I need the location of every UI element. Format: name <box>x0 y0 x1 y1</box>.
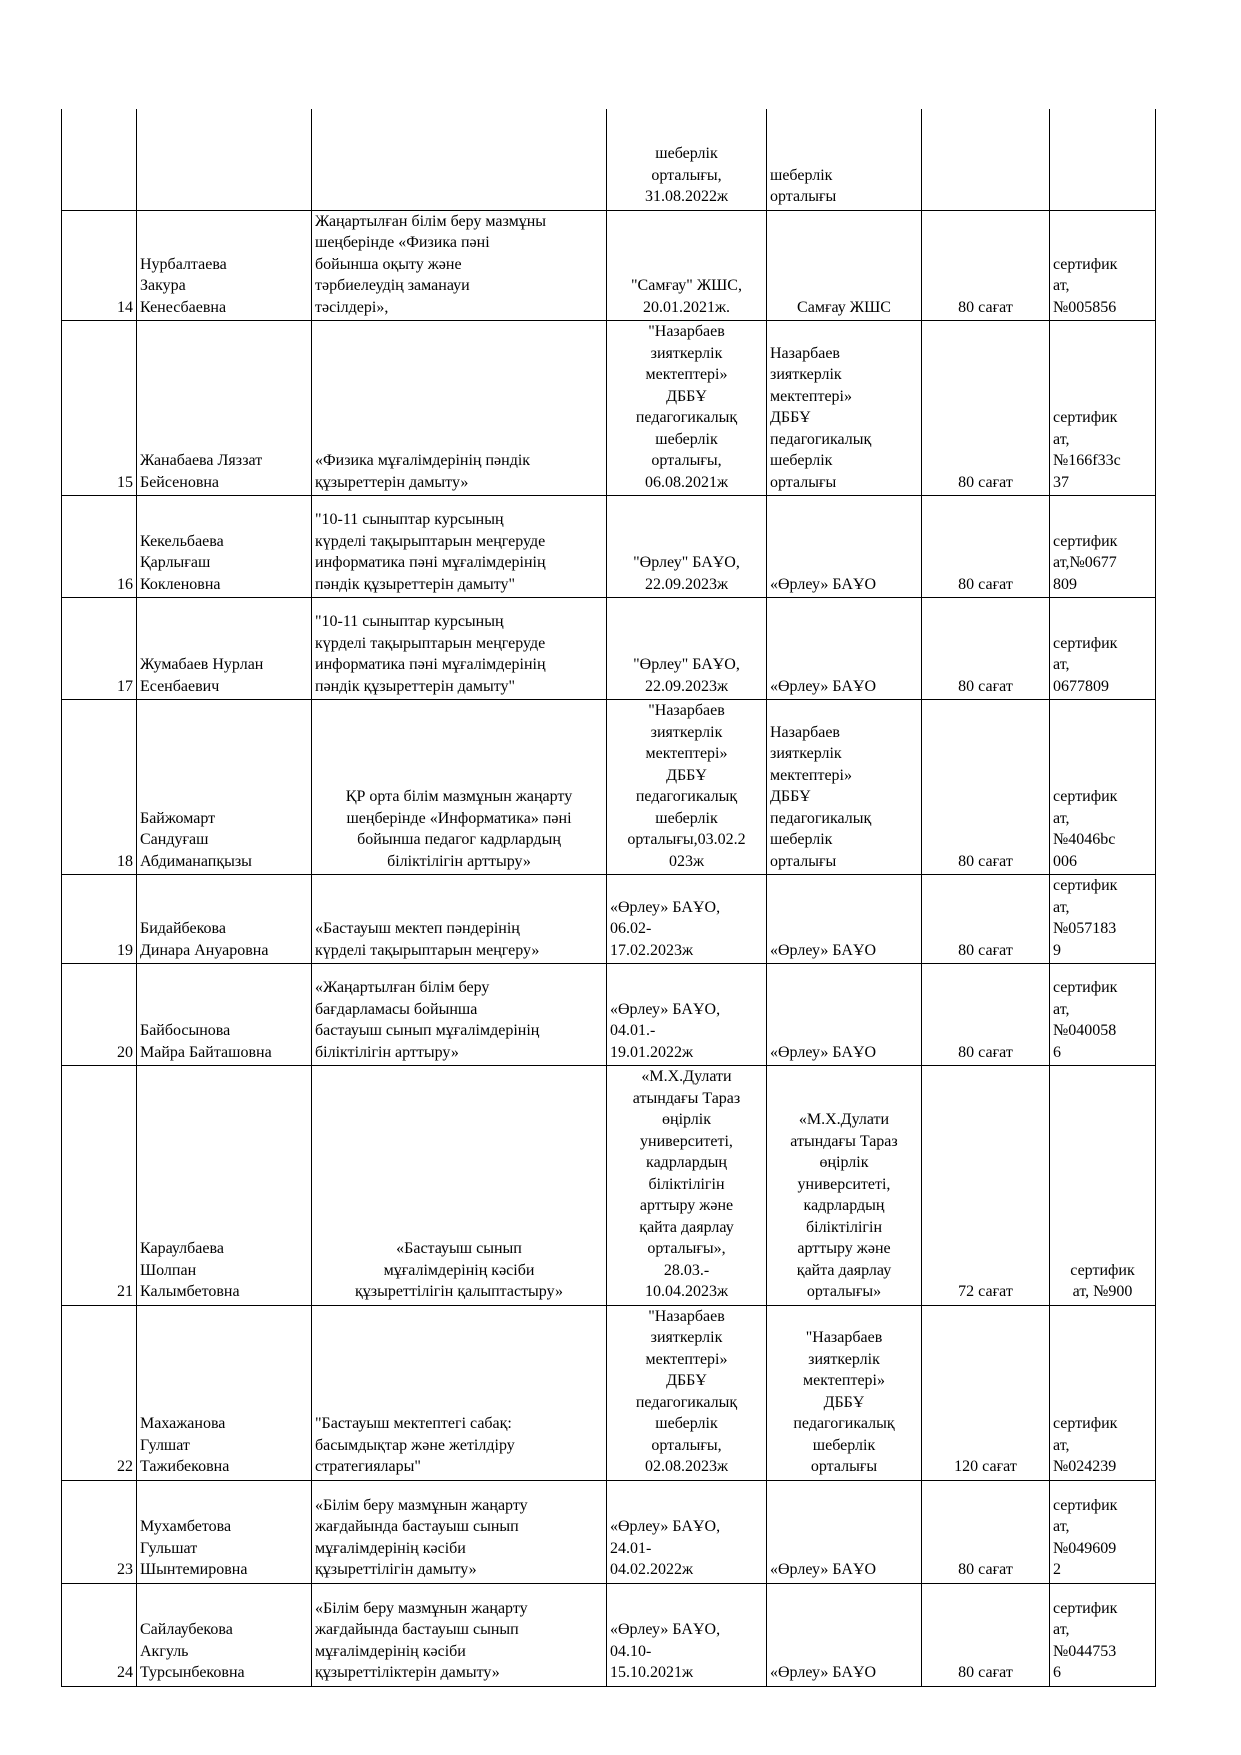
hours: 120 сағат <box>922 1305 1050 1480</box>
organization: Назарбаев зияткерлік мектептері» ДББҰ педагогикалық шеберлік орталығы <box>767 321 922 496</box>
course-title <box>312 109 607 210</box>
course-title: «Білім беру мазмұнын жаңарту жағдайында бастауыш сынып мұғалімдерінің кәсіби құзыреттіліктерін дамыту» <box>312 1583 607 1686</box>
teacher-name: Жумабаев Нурлан Есенбаевич <box>137 598 312 700</box>
table-row <box>62 1480 1156 1583</box>
organization: «М.Х.Дулати атындағы Тараз өңірлік университеті, кадрлардың біліктілігін арттыру және қайта даярлау орталығы» <box>767 1066 922 1306</box>
course-title: «Бастауыш сынып мұғалімдерінің кәсіби құзыреттілігін қалыптастыру» <box>312 1066 607 1306</box>
table-row <box>62 1583 1156 1686</box>
organization: «Өрлеу» БАҰО <box>767 598 922 700</box>
row-number: 24 <box>62 1583 137 1686</box>
course-provider-date: "Назарбаев зияткерлік мектептері» ДББҰ педагогикалық шеберлік орталығы, 06.08.2021ж <box>607 321 767 496</box>
certificate: сертифик ат,№0677 809 <box>1050 496 1156 598</box>
row-number: 18 <box>62 700 137 875</box>
organization: Самғау ЖШС <box>767 210 922 321</box>
organization: «Өрлеу» БАҰО <box>767 964 922 1066</box>
certificate: сертифик ат, №166f33c 37 <box>1050 321 1156 496</box>
teacher-name: Байбосынова Майра Байташовна <box>137 964 312 1066</box>
row-number: 15 <box>62 321 137 496</box>
table-row <box>62 1305 1156 1480</box>
table-row <box>62 496 1156 598</box>
organization: «Өрлеу» БАҰО <box>767 1583 922 1686</box>
row-number: 22 <box>62 1305 137 1480</box>
organization: «Өрлеу» БАҰО <box>767 1480 922 1583</box>
teacher-name: Сайлаубекова Акгуль Турсынбековна <box>137 1583 312 1686</box>
course-provider-date: «М.Х.Дулати атындағы Тараз өңірлік университеті, кадрлардың біліктілігін арттыру және қайта даярлау орталығы», 28.03.- 10.04.2023ж <box>607 1066 767 1306</box>
teacher-name: Бидайбекова Динара Ануаровна <box>137 875 312 964</box>
certificate: сертифик ат, №040058 6 <box>1050 964 1156 1066</box>
course-provider-date: "Назарбаев зияткерлік мектептері» ДББҰ педагогикалық шеберлік орталығы, 02.08.2023ж <box>607 1305 767 1480</box>
certificate: сертифик ат, 0677809 <box>1050 598 1156 700</box>
course-provider-date: «Өрлеу» БАҰО, 04.01.- 19.01.2022ж <box>607 964 767 1066</box>
course-title: «Физика мұғалімдерінің пәндік құзыреттерін дамыту» <box>312 321 607 496</box>
row-number <box>62 109 137 210</box>
teacher-name: Мухамбетова Гульшат Шынтемировна <box>137 1480 312 1583</box>
hours <box>922 109 1050 210</box>
teacher-name <box>137 109 312 210</box>
teacher-name: Кекельбаева Қарлығаш Кокленовна <box>137 496 312 598</box>
table-row <box>62 1066 1156 1306</box>
course-title: ҚР орта білім мазмұнын жаңарту шеңберінде «Информатика» пәні бойынша педагог кадрлардың біліктілігін арттыру» <box>312 700 607 875</box>
row-number: 14 <box>62 210 137 321</box>
certificate: сертифик ат, №024239 <box>1050 1305 1156 1480</box>
organization: «Өрлеу» БАҰО <box>767 875 922 964</box>
hours: 80 сағат <box>922 321 1050 496</box>
certificate: сертифик ат, №4046bc 006 <box>1050 700 1156 875</box>
course-provider-date: «Өрлеу» БАҰО, 06.02- 17.02.2023ж <box>607 875 767 964</box>
table-row <box>62 210 1156 321</box>
hours: 80 сағат <box>922 1583 1050 1686</box>
hours: 80 сағат <box>922 210 1050 321</box>
certificate: сертифик ат, №005856 <box>1050 210 1156 321</box>
certificate <box>1050 109 1156 210</box>
table-row <box>62 964 1156 1066</box>
table-row <box>62 875 1156 964</box>
course-title: "10-11 сыныптар курсының күрделі тақырыптарын меңгеруде информатика пәні мұғалімдерінің пәндік құзыреттерін дамыту" <box>312 598 607 700</box>
course-title: «Білім беру мазмұнын жаңарту жағдайында бастауыш сынып мұғалімдерінің кәсіби құзыреттілігін дамыту» <box>312 1480 607 1583</box>
certificate: сертифик ат, №900 <box>1050 1066 1156 1306</box>
course-title: "Бастауыш мектептегі сабақ: басымдықтар және жетілдіру стратегиялары" <box>312 1305 607 1480</box>
row-number: 17 <box>62 598 137 700</box>
certificate: сертифик ат, №049609 2 <box>1050 1480 1156 1583</box>
course-provider-date: "Өрлеу" БАҰО, 22.09.2023ж <box>607 496 767 598</box>
course-provider-date: шеберлік орталығы, 31.08.2022ж <box>607 109 767 210</box>
hours: 80 сағат <box>922 700 1050 875</box>
course-title: «Жаңартылған білім беру бағдарламасы бойынша бастауыш сынып мұғалімдерінің біліктілігін арттыру» <box>312 964 607 1066</box>
course-provider-date: «Өрлеу» БАҰО, 04.10- 15.10.2021ж <box>607 1583 767 1686</box>
course-title: Жаңартылған білім беру мазмұны шеңберінде «Физика пәні бойынша оқыту және тәрбиелеудің заманауи тәсілдері», <box>312 210 607 321</box>
certificate: сертифик ат, №044753 6 <box>1050 1583 1156 1686</box>
course-provider-date: "Өрлеу" БАҰО, 22.09.2023ж <box>607 598 767 700</box>
table-row <box>62 109 1156 210</box>
table-row <box>62 700 1156 875</box>
row-number: 16 <box>62 496 137 598</box>
row-number: 19 <box>62 875 137 964</box>
course-title: «Бастауыш мектеп пәндерінің күрделі тақырыптарын меңгеру» <box>312 875 607 964</box>
hours: 72 сағат <box>922 1066 1050 1306</box>
teacher-name: Жанабаева Ляззат Бейсеновна <box>137 321 312 496</box>
row-number: 20 <box>62 964 137 1066</box>
organization: шеберлік орталығы <box>767 109 922 210</box>
row-number: 23 <box>62 1480 137 1583</box>
course-provider-date: «Өрлеу» БАҰО, 24.01- 04.02.2022ж <box>607 1480 767 1583</box>
teacher-name: Караулбаева Шолпан Калымбетовна <box>137 1066 312 1306</box>
organization: «Өрлеу» БАҰО <box>767 496 922 598</box>
course-provider-date: "Самғау" ЖШС, 20.01.2021ж. <box>607 210 767 321</box>
training-table <box>61 109 1156 1687</box>
table-row <box>62 321 1156 496</box>
hours: 80 сағат <box>922 598 1050 700</box>
table-row <box>62 598 1156 700</box>
hours: 80 сағат <box>922 964 1050 1066</box>
hours: 80 сағат <box>922 496 1050 598</box>
organization: "Назарбаев зияткерлік мектептері» ДББҰ педагогикалық шеберлік орталығы <box>767 1305 922 1480</box>
teacher-name: Махажанова Гулшат Тажибековна <box>137 1305 312 1480</box>
hours: 80 сағат <box>922 1480 1050 1583</box>
teacher-name: Нурбалтаева Закура Кенесбаевна <box>137 210 312 321</box>
organization: Назарбаев зияткерлік мектептері» ДББҰ педагогикалық шеберлік орталығы <box>767 700 922 875</box>
course-title: "10-11 сыныптар курсының күрделі тақырыптарын меңгеруде информатика пәні мұғалімдерінің пәндік құзыреттерін дамыту" <box>312 496 607 598</box>
certificate: сертифик ат, №057183 9 <box>1050 875 1156 964</box>
course-provider-date: "Назарбаев зияткерлік мектептері» ДББҰ педагогикалық шеберлік орталығы,03.02.2 023ж <box>607 700 767 875</box>
row-number: 21 <box>62 1066 137 1306</box>
hours: 80 сағат <box>922 875 1050 964</box>
teacher-name: Байжомарт Сандуғаш Абдиманапқызы <box>137 700 312 875</box>
